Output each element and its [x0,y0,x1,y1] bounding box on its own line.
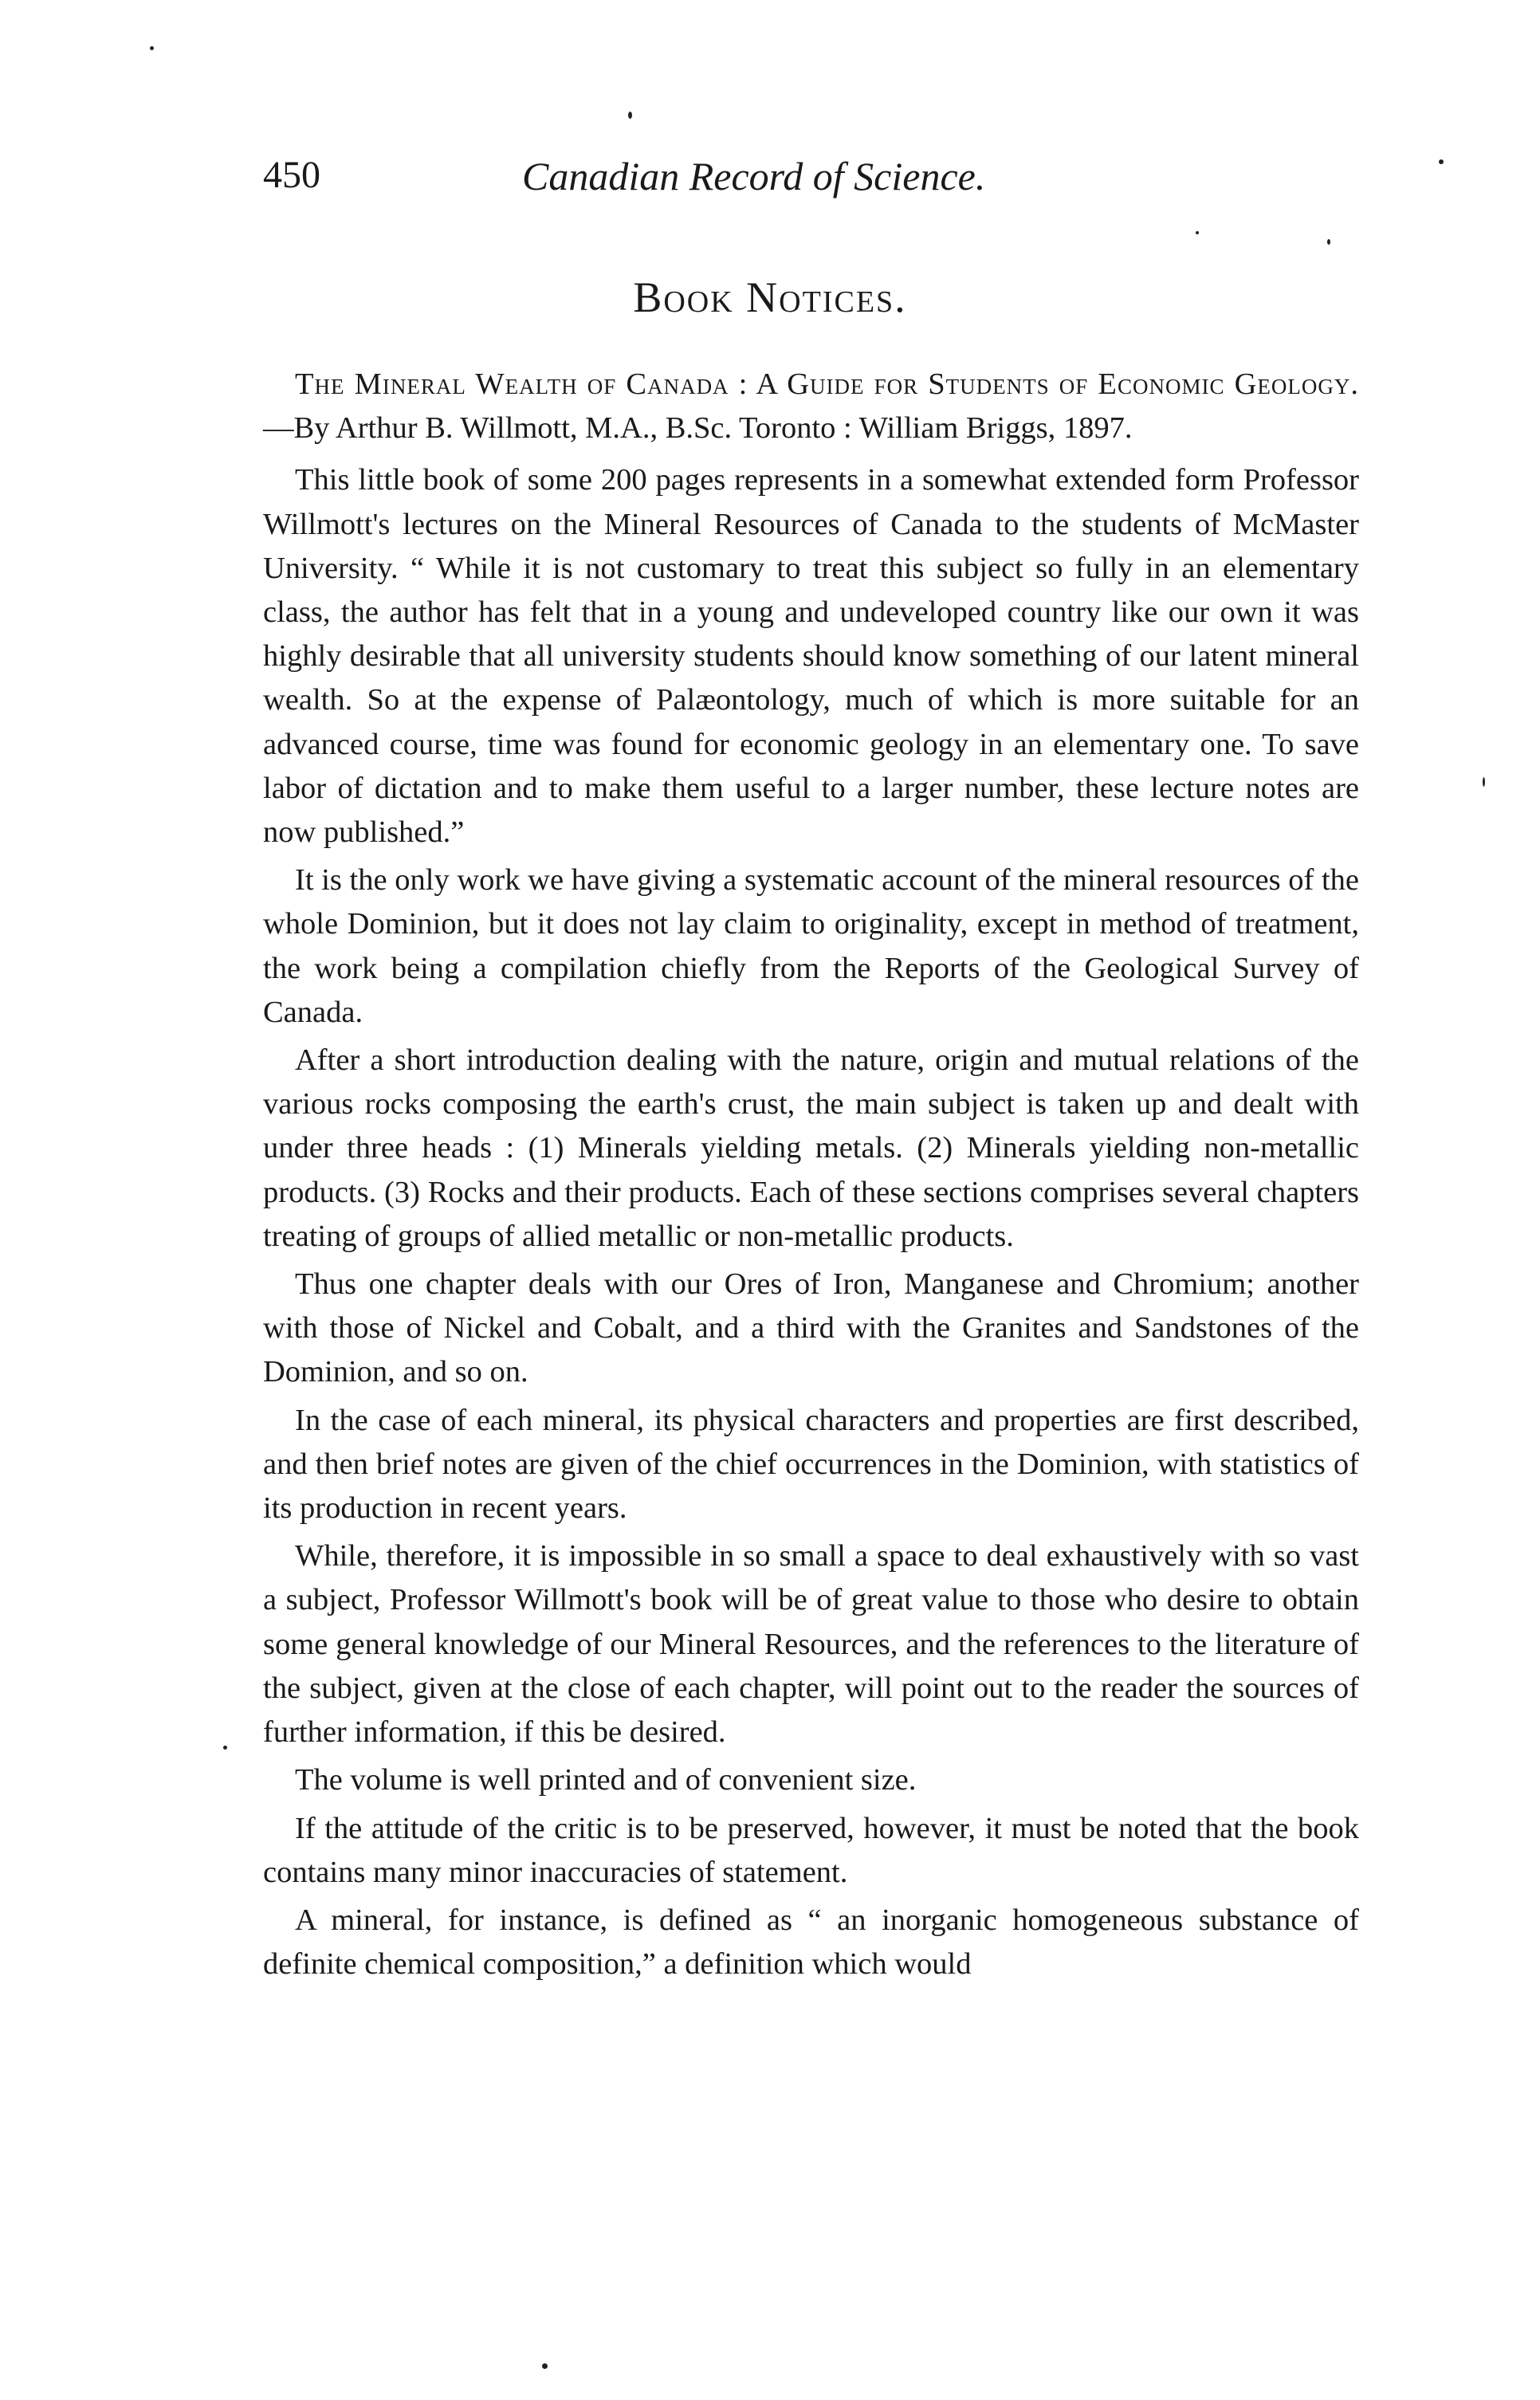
scan-speck [1483,777,1485,787]
paragraph: This little book of some 200 pages represents in a somewhat extended form Professor Willmott's lectures on the Mineral Resources of Canada to the students of McMaster University. “ While it is not customary to treat this subject so fully in an elementary class, the author has felt that in a young and undeveloped country like our own it was highly desirable that all university students should know something of our latent mineral wealth. So at the expense of Palæontology, much of which is more suitable for an advanced course, time was found for economic geology in an elementary one. To save labor of dictation and to make them useful to a larger number, these lecture notes are now published.” [263,463,1359,850]
article-body [263,363,1359,1986]
journal-title: Canadian Record of Science. [522,154,986,198]
scan-speck [1439,159,1444,164]
book-notice-heading [263,363,1359,450]
paragraph: It is the only work we have giving a systematic account of the mineral resources of the whole Dominion, but it does not lay claim to originality, except in method of treatment, the work being a compilation chiefly from the Reports of the Geological Survey of Canada. [263,863,1359,1029]
page-number: 450 [263,154,320,196]
running-head [199,153,1395,209]
paragraph: In the case of each mineral, its physical characters and properties are first described, and then brief notes are given of the chief occurrences in the Dominion, with statistics of its production in recent years. [263,1403,1359,1526]
scan-speck [1196,231,1199,234]
paragraph: Thus one chapter deals with our Ores of Iron, Manganese and Chromium; another with those of Nickel and Cobalt, and a third with the Granites and Sandstones of the Dominion, and so on. [263,1267,1359,1389]
scan-speck [150,46,154,50]
scan-speck [628,112,632,119]
paragraph: The volume is well printed and of convenient size. [295,1763,917,1797]
section-title: Book Notices. [633,273,907,321]
paragraph: While, therefore, it is impossible in so small a space to deal exhaustively with so vast a subject, Professor Willmott's book will be of great value to those who desire to obtain some general knowledge of our Mineral Resources, and the references to the literature of the subject, given at the close of each chapter, will point out to the reader the sources of further information, if this be desired. [263,1539,1359,1750]
paragraph: After a short introduction dealing with the nature, origin and mutual relations of the various rocks composing the earth's crust, the main subject is taken up and dealt with under three heads : (1) Minerals yielding metals. (2) Minerals yielding non-metallic products. (3) Rocks and their products. Each of these sections comprises several chapters treating of groups of allied metallic or non-metallic products. [263,1043,1359,1253]
book-byline: —By Arthur B. Willmott, M.A., B.Sc. Toronto : William Briggs, 1897. [263,411,1133,446]
scan-speck [542,2363,548,2369]
paragraph: A mineral, for instance, is defined as “ an inorganic homogeneous substance of definite chemical composition,” a definition which would [263,1903,1359,1982]
paragraph: If the attitude of the critic is to be preserved, however, it must be noted that the book contains many minor inaccuracies of statement. [263,1811,1359,1889]
book-title: The Mineral Wealth of Canada : A Guide for Students of Economic Geology. [295,367,1359,401]
scan-speck [1327,239,1330,245]
scan-speck [223,1746,227,1750]
